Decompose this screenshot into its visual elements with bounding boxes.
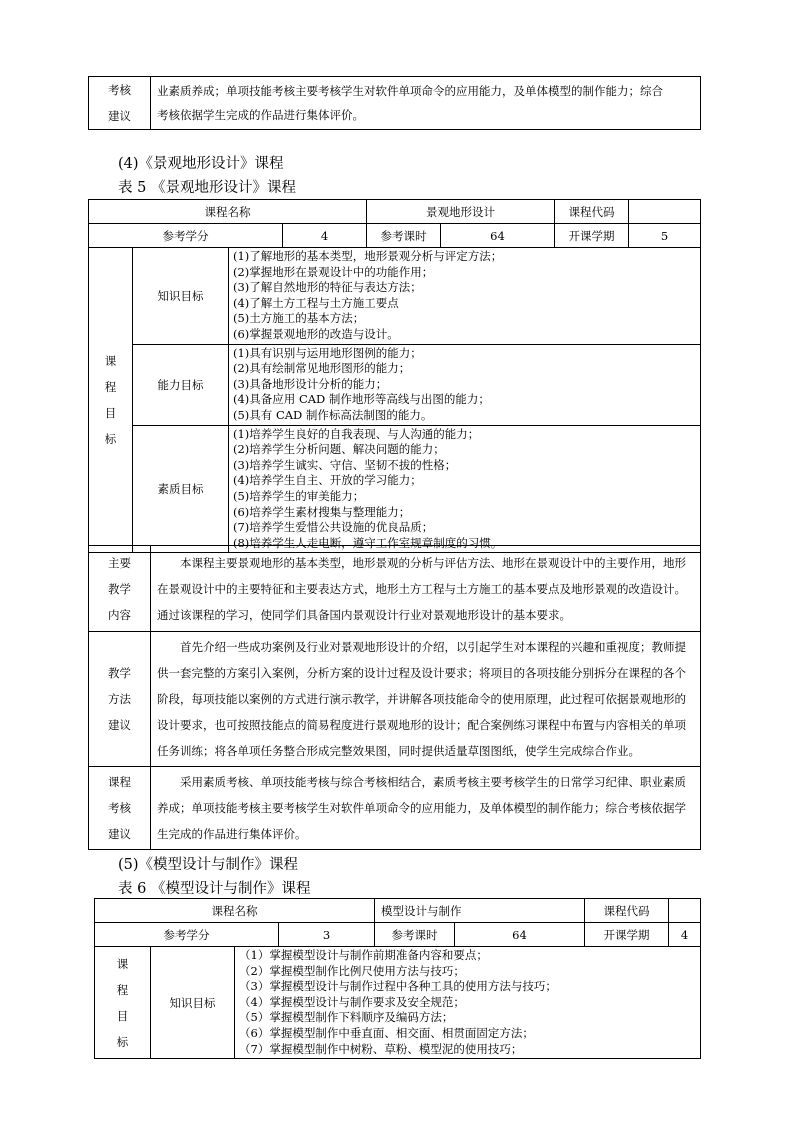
list-item: (2)培养学生分析问题、解决问题的能力； xyxy=(233,442,445,457)
label-line: 方法 xyxy=(108,692,131,706)
list-item: （6）掌握模型制作中垂直面、相交面、相贯面固定方法； xyxy=(239,1025,534,1040)
course-assessment-text: 采用素质考核、单项技能考核与综合考核相结合，素质考核主要考核学生的日常学习纪律、职业素质养成；单项技能考核主要考核学生对软件单项命令的应用能力，及单体模型的制作能力；综合考核依据学生完成的作品进行集体评价。 xyxy=(151,767,701,850)
main-content-label xyxy=(89,546,151,632)
course-assessment-label xyxy=(89,767,151,850)
list-item: (1)了解地形的基本类型，地形景观分析与评定方法； xyxy=(233,249,503,263)
section4-heading: (4)《景观地形设计》课程 xyxy=(118,156,284,172)
assessment-label xyxy=(89,77,151,130)
top-assessment-table xyxy=(88,76,701,130)
course-name-label: 课程名称 xyxy=(95,899,375,923)
label-char: 课 xyxy=(116,956,129,971)
teaching-method-label xyxy=(89,632,151,767)
label-line: 教学 xyxy=(108,666,131,680)
term-label: 开课学期 xyxy=(585,923,669,947)
list-item: (3)培养学生诚实、守信、坚韧不拔的性格； xyxy=(233,457,457,472)
text-line: 考核依据学生完成的作品进行集体评价。 xyxy=(157,108,364,122)
table6-caption: 表 6 《模型设计与制作》课程 xyxy=(118,881,311,897)
course-code-label: 课程代码 xyxy=(555,200,629,224)
label-char: 标 xyxy=(104,432,117,447)
ability-goals-label: 能力目标 xyxy=(133,344,229,425)
label-char: 程 xyxy=(104,380,117,395)
label-line: 建议 xyxy=(108,718,131,732)
assessment-text xyxy=(151,77,701,130)
list-item: （7）掌握模型制作中树粉、草粉、模型泥的使用技巧； xyxy=(239,1041,523,1056)
list-item: （5）掌握模型制作下料顺序及编码方法； xyxy=(239,1010,454,1025)
course-code-value xyxy=(629,200,701,224)
hours-label: 参考课时 xyxy=(375,923,455,947)
term-label: 开课学期 xyxy=(555,224,629,248)
list-item: (5)培养学生的审美能力； xyxy=(233,488,365,503)
ability-goals-list xyxy=(229,344,701,425)
list-item: （1）掌握模型设计与制作前期准备内容和要点； xyxy=(239,948,488,962)
label-char: 程 xyxy=(116,982,129,997)
label-line: 考核 xyxy=(108,801,131,815)
credit-value: 4 xyxy=(283,224,367,248)
label-line: 教学 xyxy=(108,581,131,596)
term-value: 4 xyxy=(669,923,701,947)
knowledge-goals-label: 知识目标 xyxy=(151,947,235,1059)
list-item: (2)掌握地形在景观设计中的功能作用； xyxy=(233,264,434,279)
list-item: (3)了解自然地形的特征与表达方法； xyxy=(233,280,422,295)
list-item: （3）掌握模型设计与制作过程中各种工具的使用方法与技巧； xyxy=(239,979,557,994)
knowledge-goals-list xyxy=(229,248,701,345)
label-line: 内容 xyxy=(108,607,131,622)
quality-goals-list xyxy=(229,425,701,553)
list-item: (6)掌握景观地形的改造与设计。 xyxy=(233,326,399,341)
list-item: (2)具有绘制常见地形图形的能力； xyxy=(233,361,411,376)
list-item: (6)培养学生素材搜集与整理能力； xyxy=(233,504,411,519)
table5-lower xyxy=(88,545,701,850)
label-line: 主要 xyxy=(108,555,131,570)
label-char: 课 xyxy=(104,354,117,369)
list-item: (8)培养学生人走电断，遵守工作室规章制度的习惯。 xyxy=(233,535,503,550)
course-name-label: 课程名称 xyxy=(89,200,367,224)
list-item: (1)培养学生良好的自我表现、与人沟通的能力； xyxy=(233,426,480,441)
label-line: 建议 xyxy=(108,109,131,123)
main-content-text: 本课程主要景观地形的基本类型，地形景观的分析与评估方法、地形在景观设计中的主要作用，地形在景观设计中的主要特征和主要表达方式，地形土方工程与土方施工的基本要点及地形景观的改造设计。通过该课程的学习，使同学们具备国内景观设计行业对景观地形设计的基本要求。 xyxy=(151,546,701,632)
list-item: （2）掌握模型制作比例尺使用方法与技巧； xyxy=(239,963,465,978)
hours-value: 64 xyxy=(455,923,585,947)
course-code-value xyxy=(669,899,701,923)
course-code-label: 课程代码 xyxy=(585,899,669,923)
course-goals-label xyxy=(95,947,151,1059)
list-item: (5)土方施工的基本方法； xyxy=(233,311,365,326)
list-item: (1)具有识别与运用地形图例的能力； xyxy=(233,345,422,360)
table6 xyxy=(94,898,701,1059)
list-item: （4）掌握模型设计与制作要求及安全规范； xyxy=(239,994,465,1009)
quality-goals-label: 素质目标 xyxy=(133,425,229,553)
label-line: 考核 xyxy=(108,83,131,97)
hours-value: 64 xyxy=(441,224,555,248)
list-item: (7)培养学生爱惜公共设施的优良品质； xyxy=(233,520,434,535)
list-item: (4)培养学生自主、开放的学习能力； xyxy=(233,473,422,488)
text-line: 业素质养成；单项技能考核主要考核学生对软件单项命令的应用能力，及单体模型的制作能力；综合 xyxy=(157,84,663,98)
credit-value: 3 xyxy=(279,923,375,947)
credit-label: 参考学分 xyxy=(89,224,283,248)
term-value: 5 xyxy=(629,224,701,248)
label-char: 标 xyxy=(116,1034,129,1049)
list-item: (4)了解土方工程与土方施工要点 xyxy=(233,295,399,310)
knowledge-goals-list xyxy=(235,947,701,1059)
list-item: (3)具备地形设计分析的能力； xyxy=(233,376,388,391)
course-goals-label xyxy=(89,248,133,553)
hours-label: 参考课时 xyxy=(367,224,441,248)
list-item: (5)具有 CAD 制作标高法制图的能力。 xyxy=(233,407,433,422)
credit-label: 参考学分 xyxy=(95,923,279,947)
course-name-value: 景观地形设计 xyxy=(367,200,555,224)
course-name-value: 模型设计与制作 xyxy=(375,899,585,923)
label-char: 目 xyxy=(116,1008,129,1023)
knowledge-goals-label: 知识目标 xyxy=(133,248,229,345)
section5-heading: (5)《模型设计与制作》课程 xyxy=(118,857,299,873)
list-item: (4)具备应用 CAD 制作地形等高线与出图的能力； xyxy=(233,392,490,407)
table5 xyxy=(88,199,701,553)
table5-caption: 表 5 《景观地形设计》课程 xyxy=(118,180,296,196)
teaching-method-text: 首先介绍一些成功案例及行业对景观地形设计的介绍，以引起学生对本课程的兴趣和重视度；教师提供一套完整的方案引入案例，分析方案的设计过程及设计要求；将项目的各项技能分别拆分在课程的各个阶段，每项技能以案例的方式进行演示教学，并讲解各项技能命令的使用原理，此过程可依据景观地形的设计要求，也可按照技能点的简易程度进行景观地形的设计；配合案例练习课程中布置与内容相关的单项任务训练；将各单项任务整合形成完整效果图，同时提供适量草图图纸，使学生完成综合作业。 xyxy=(151,632,701,767)
label-line: 建议 xyxy=(108,827,131,841)
label-line: 课程 xyxy=(108,775,131,789)
label-char: 目 xyxy=(104,406,117,421)
